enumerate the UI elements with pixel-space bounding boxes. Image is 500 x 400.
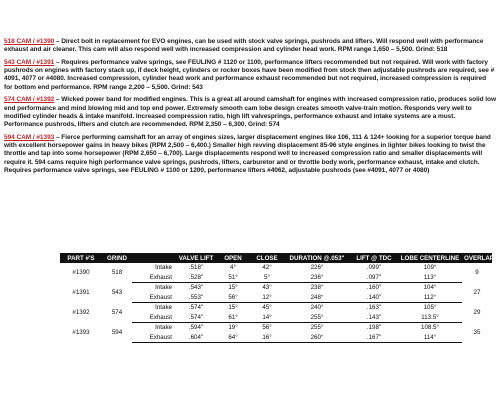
header-type [132, 253, 176, 263]
lift-tdc-cell: .140" [350, 293, 398, 303]
lift-tdc-cell: .097" [350, 273, 398, 283]
lobe-centerline-cell: 114° [398, 333, 462, 343]
cam-body-543: – Requires performance valve springs, see FEULING # 1120 or 1100, performance lifters recommended but not required. Will work with factory pushrods on engines with factory stack up, if deck height, cylinders or rocker boxes have been modified from stock then adjustable pushrods are required, see # 4091, 4077 or #4080. Increased compression, cylinder head work and performance exhaust recommended but not required, increased compression is required for bottom end performance. RPM range 2,200 – 5,500. Grind: 543 [4, 58, 495, 91]
lobe-centerline-cell: 105° [423, 304, 437, 312]
close-cell: 5° [250, 273, 284, 283]
valve-type-cell: Exhaust [132, 313, 176, 323]
overlap-cell: 29 [473, 309, 481, 316]
table-row-intake [60, 323, 492, 333]
valve-type-cell: Intake [155, 264, 172, 272]
lobe-centerline-cell: 109° [423, 264, 437, 272]
lift-tdc-cell: .198" [366, 324, 382, 332]
table-row-intake [60, 283, 492, 293]
valve-lift-cell: .574" [176, 313, 216, 323]
valve-lift-cell: .604" [176, 333, 216, 343]
table-row-group [60, 263, 492, 283]
lift-tdc-cell: .143" [350, 313, 398, 323]
close-cell: 14° [250, 313, 284, 323]
table-row-group [60, 303, 492, 323]
duration-cell: 226° [310, 264, 324, 272]
valve-lift-cell: .594" [188, 324, 204, 332]
lift-tdc-cell: .167" [350, 333, 398, 343]
cam-title-518[interactable]: 518 CAM / #1390 [4, 38, 55, 45]
lobe-centerline-cell: 112° [398, 293, 462, 303]
header-part: PART #'S [60, 253, 102, 263]
header-lift-tdc: LIFT @ TDC [350, 253, 398, 263]
header-duration: DURATION @.053" [284, 253, 350, 263]
table-row-intake [60, 263, 492, 273]
table-row-group [60, 283, 492, 303]
close-cell: 43° [262, 284, 272, 292]
open-cell: 15° [228, 304, 238, 312]
overlap-cell: 35 [473, 329, 481, 336]
table-header-row [60, 253, 492, 263]
cam-title-574[interactable]: 574 CAM / #1392 [4, 96, 55, 104]
cam-description-543 [4, 59, 496, 92]
valve-type-cell: Intake [155, 284, 172, 292]
cam-description-518 [4, 38, 496, 55]
overlap-cell: 27 [473, 289, 481, 296]
close-cell: 42° [262, 264, 272, 272]
lobe-centerline-cell: 113° [398, 273, 462, 283]
lobe-centerline-cell: 104° [423, 284, 437, 292]
lobe-centerline-cell: 113.5° [398, 313, 462, 323]
duration-cell: 240° [310, 304, 324, 312]
cam-title-543[interactable]: 543 CAM / #1391 [4, 58, 55, 66]
cam-description-594 [4, 134, 496, 175]
grind-cell: 543 [111, 289, 123, 296]
table-row-group [60, 323, 492, 343]
duration-cell: 260° [284, 333, 350, 343]
header-grind: GRIND [102, 253, 132, 263]
cam-descriptions [4, 38, 496, 180]
duration-cell: 255° [310, 324, 324, 332]
close-cell: 45° [262, 304, 272, 312]
valve-lift-cell: .553" [176, 293, 216, 303]
valve-type-cell: Exhaust [132, 273, 176, 283]
open-cell: 56° [216, 293, 250, 303]
lift-tdc-cell: .163" [366, 304, 382, 312]
open-cell: 61° [216, 313, 250, 323]
overlap-cell: 9 [475, 269, 479, 277]
valve-type-cell: Intake [155, 304, 172, 312]
part-number-cell: #1392 [72, 309, 90, 316]
close-cell: 16° [250, 333, 284, 343]
lift-tdc-cell: .160" [366, 284, 382, 292]
header-lobe-centerline: LOBE CENTERLINE [398, 253, 462, 263]
close-cell: 56° [262, 324, 272, 332]
lift-tdc-cell: .099" [366, 264, 382, 272]
valve-type-cell: Exhaust [132, 333, 176, 343]
part-number-cell: #1390 [72, 269, 90, 277]
open-cell: 64° [216, 333, 250, 343]
header-open: OPEN [216, 253, 250, 263]
valve-lift-cell: .543" [188, 284, 204, 292]
open-cell: 4° [230, 264, 236, 272]
grind-cell: 574 [111, 309, 123, 316]
lobe-centerline-cell: 108.5° [421, 324, 439, 332]
valve-lift-cell: .574" [188, 304, 204, 312]
header-close: CLOSE [250, 253, 284, 263]
cam-title-594[interactable]: 594 CAM / #1393 [4, 133, 55, 141]
table-row-intake [60, 303, 492, 313]
close-cell: 12° [250, 293, 284, 303]
valve-lift-cell: .528" [176, 273, 216, 283]
part-number-cell: #1393 [72, 329, 90, 336]
open-cell: 19° [228, 324, 238, 332]
duration-cell: 248° [284, 293, 350, 303]
grind-cell: 594 [111, 329, 123, 336]
duration-cell: 255° [284, 313, 350, 323]
valve-type-cell: Intake [155, 324, 172, 332]
valve-type-cell: Exhaust [132, 293, 176, 303]
valve-lift-cell: .518" [188, 264, 204, 272]
duration-cell: 238° [310, 284, 324, 292]
cam-spec-table [60, 253, 492, 343]
cam-body-518: – Direct bolt in replacement for EVO engines, can be used with stock valve springs, pushrods and lifters. Will respond well with performance exhaust and air cleaner. This cam will also respond well with increased compression and cylinder head work. RPM range 1,650 – 5,500. Grind: 518 [4, 38, 484, 54]
header-overlap: OVERLAP [464, 254, 494, 262]
cam-body-574: – Wicked power band for modified engines. This is a great all around camshaft for engines with increased compression ratio, produces solid low end performance and mind blowing mid and top end power. Extremely smooth cam lobe design creates smooth valve-train motion. Responds very well to modified cylinder heads & intake manifold. Increased compression ratio, high lift valvesprings, performance exhaust and intake systems are a must. Performance pushrods, lifters and clutch are recommended. RPM 2,350 – 6,300. Grind: 574 [4, 96, 496, 129]
cam-description-574 [4, 96, 496, 129]
grind-cell: 518 [111, 269, 123, 277]
open-cell: 15° [228, 284, 238, 292]
cam-body-594: – Fierce performing camshaft for an array of engines sizes, larger displacement engines like 106, 111 & 124+ looking for a superior torque band with excellent horsepower gains in heavy bikes (RPM 2,500 – 6,400.) Smaller high revving displacement 85-96 style engines in lighter bikes looking to twist the throttle and tap into some horsepower (RPM 2,650 – 6,700). Large displacements respond well to increased compression ratio and smaller displacements will require it. 594 cams require high performance valve springs, pushrods, lifters, carburetor and or throttle body work, performance exhaust, intake and clutch. Requires performance valve springs, see FEULING # 1100 or 1200, performance lifters #4062, adjustable pushrods (see #4091, 4077 or 4080) [4, 133, 491, 175]
header-valve-lift: VALVE LIFT [176, 253, 216, 263]
part-number-cell: #1391 [72, 289, 90, 296]
open-cell: 51° [216, 273, 250, 283]
duration-cell: 236° [284, 273, 350, 283]
